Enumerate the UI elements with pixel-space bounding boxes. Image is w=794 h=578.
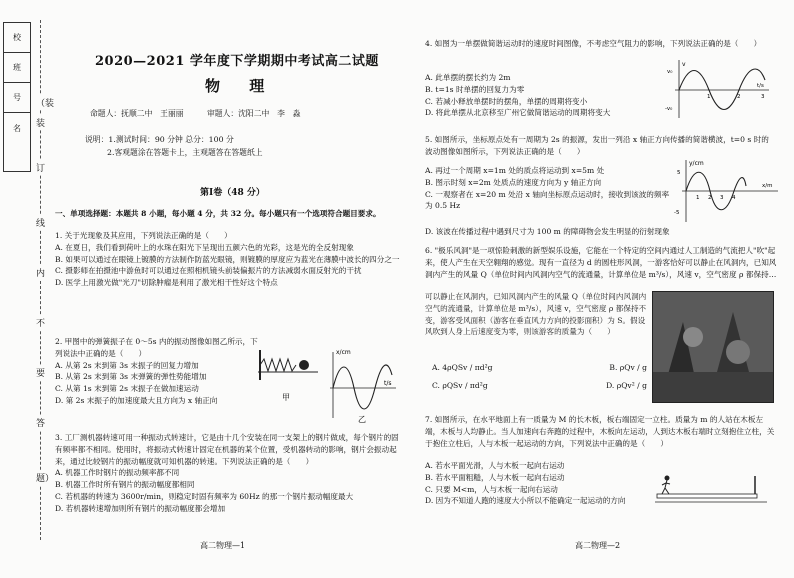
authors-line: 命题人：抚顺二中 王丽丽 审题人：沈阳二中 李 淼: [90, 109, 301, 118]
question-1: [55, 230, 400, 289]
q2-wave: [333, 365, 392, 409]
q1-stem: 1. 关于光现象及其应用，下列说法正确的是（ ）: [55, 231, 232, 240]
subject-title: 物 理: [205, 77, 277, 95]
q5-option-a: A. 再过一个周期 x=1m 处的质点将运动到 x=5m 处: [425, 166, 605, 175]
q4-v0: v₀: [667, 69, 673, 75]
q2-option-d: D. 第 2s 末振子的加速度最大且方向为 x 轴正向: [55, 395, 218, 405]
q4-figure: [665, 58, 775, 120]
seal-char: 题）: [36, 470, 54, 485]
question-7-stem: 7. 如图所示，在水平地面上有一质量为 M 的长木板，板右端固定一立柱。质量为 m 的人站在木板左端，木板与人均静止。当人加速向右奔跑的过程中，木板向左运动，人到达木板右端时立刻抱住立柱，关于抱住立柱后，人与木板一起运动的方向，下列说法中正确的是（ ）: [425, 415, 775, 448]
q4-tick-1: 1: [707, 94, 711, 100]
seal-char: 线: [36, 215, 45, 230]
note-2: 2.客观题涂在答题卡上，主观题答在答题纸上: [107, 148, 263, 158]
q7-option-a: A. 若水平面光滑，人与木板一起向右运动: [425, 461, 565, 470]
part-heading: 第Ⅰ卷（48 分）: [200, 188, 265, 198]
q2-option-a: A. 从第 2s 末到第 3s 末振子的回复力增加: [55, 360, 199, 370]
q4-option-a: A. 此单摆的摆长约为 2m: [425, 73, 511, 82]
q5-x-1: 1: [696, 195, 700, 201]
exam-notes: [85, 133, 385, 160]
q3-option-c: C. 若机器的转速为 3600r/min，则稳定时固有频率为 60Hz 的那一个钢片振动幅度最大: [55, 491, 354, 501]
q3-option-a: A. 机器工作时钢片的振动频率都不同: [55, 468, 180, 478]
q7-option-d: D. 因为不知道人跑的速度大小所以不能确定一起运动的方向: [425, 496, 626, 506]
q7-option-c: C. 只要 M<m，人与木板一起向右运动: [425, 484, 558, 494]
q6-option-d: D. ρQv² / g: [606, 380, 647, 390]
question-5-stem: 5. 如图所示，坐标原点处有一周期为 2s 的振源，发出一列沿 x 轴正方向传播的简谐横波，t=0 s 时的波动图像如图所示，下列说法正确的是（ ）: [425, 135, 769, 156]
q4-tick-3: 3: [761, 94, 765, 100]
q2-xlabel: t/s: [384, 380, 392, 387]
seal-char: 内: [36, 265, 45, 280]
q2-ylabel: x/cm: [336, 349, 351, 356]
q5-y-5: 5: [677, 170, 681, 176]
question-7-options: [425, 460, 655, 507]
q4-neg-v0: -v₀: [665, 106, 673, 112]
person-icon: [665, 476, 670, 481]
q2-stem: 2. 甲图中的弹簧振子在 0～5s 内的振动图像如图乙所示，下列说法中正确的是（ ）: [55, 337, 258, 358]
question-6-stem-top: 6. "极乐风洞"是一项惊险刺激的新型娱乐设施，它能在一个特定的空间内通过人工制造的气流把人"吹"起来，使人产生在天空翱翔的感觉。现有一直径为 d 的圆柱形风洞，一游客恰好可以静止在风洞内，已知风洞内产生的风量 Q（单位时间内风洞内空气的流通量，计算单位是 m³/s），风速 v，空气密度 ρ 都保持不: [425, 246, 777, 279]
q1-option-d: D. 医学上用激光做"光刀"切除肿瘤是利用了激光相干性好这个特点: [55, 278, 278, 288]
q7-figure: [655, 466, 770, 506]
q4-tick-2: 2: [737, 94, 741, 100]
question-6-options: [432, 362, 647, 392]
question-4-stem: 4. 如图为一单摆做简谐运动时的速度时间图像，不考虑空气阻力的影响，下列说法正确的是（ ）: [425, 39, 762, 48]
q6-option-a: A. 4ρQSv / πd²g: [432, 363, 493, 372]
spring-icon: [260, 359, 296, 371]
strip-class: 班: [4, 53, 30, 83]
exam-title: 2020—2021 学年度下学期期中考试高二试题: [95, 54, 379, 69]
q2-figure: [258, 340, 398, 425]
label-jia: 甲: [282, 393, 290, 402]
question-4-options: [425, 72, 665, 119]
wind-tunnel-photo: [652, 291, 774, 403]
q5-xlabel: x/m: [762, 183, 773, 189]
q6-option-b: B. ρQv / g: [609, 363, 647, 372]
question-6-stem-bottom: 可以静止在风洞内，已知风洞内产生的风量 Q（单位时间内风洞内空气的流通量，计算单位是 m³/s），风速 v，空气密度 ρ 都保持不变，游客受风面积（游客在垂直风力方向的投影面积）为 S。假设风吹到人身上后速度变为零，则该游客的质量为（ ）: [425, 292, 647, 337]
strip-number: 号: [4, 83, 30, 113]
q3-stem: 3. 工厂测机器转速可用一种振动式转速计，它是由十几个安装在同一支架上的钢片做成，每个钢片的固有频率都不相同。使用时，将振动式转速计固定在机器的某个位置，受机器转动的影响，钢片会振动起来，通过比较钢片的振动幅度就可知机器的转速。下列说法正确的是（ ）: [55, 433, 399, 466]
q1-option-c: C. 摄影师在拍摄池中游鱼时可以通过在照相机镜头前装偏振片的方法减弱水面反射光的干扰: [55, 266, 362, 276]
footer-left: 高二物理—1: [200, 541, 246, 550]
q5-figure: [672, 156, 782, 226]
oscillator-ball: [299, 360, 309, 370]
seal-char: 要: [36, 365, 45, 380]
note-1: 说明：1.测试时间：90 分钟 总分：100 分: [85, 135, 234, 144]
label-yi: 乙: [358, 415, 366, 424]
seal-char: 订: [36, 160, 45, 175]
q2-option-b: B. 从第 2s 末到第 3s 末弹簧的弹性势能增加: [55, 372, 207, 382]
student-info-strip: [3, 22, 31, 172]
q5-ylabel: y/cm: [689, 160, 704, 167]
plank: [657, 494, 757, 498]
strip-school: 校: [4, 23, 30, 53]
q4-wave: [679, 69, 765, 109]
q3-option-b: B. 机器工作时所有钢片的振动幅度都相同: [55, 480, 195, 490]
q5-option-c: C. 一观察者在 x=20 m 处沿 x 轴向坐标原点运动时，接收到该波的频率为 0.5 Hz: [425, 189, 670, 211]
seal-char: 不: [36, 315, 45, 330]
q6-option-c: C. ρQSv / πd²g: [432, 380, 488, 390]
question-2: [55, 336, 260, 407]
q3-option-d: D. 若机器转速增加则所有钢片的振动幅度都会增加: [55, 503, 226, 513]
q7-option-b: B. 若水平面粗糙，人与木板一起向右运动: [425, 472, 565, 482]
question-5-options: [425, 165, 670, 212]
q5-y-neg5: -5: [674, 210, 680, 216]
question-5-option-d: D. 该波在传播过程中遇到尺寸为 100 m 的障碍物会发生明显的衍射现象: [425, 227, 670, 236]
footer-right: 高二物理—2: [575, 541, 621, 550]
seal-char: （装: [36, 95, 54, 110]
strip-name: 名: [13, 123, 21, 133]
q4-option-d: D. 将此单摆从北京移至广州它做简谐运动的周期将变大: [425, 108, 611, 118]
q5-x-4: 4: [732, 195, 736, 201]
section-1-heading: 一、单项选择题：本题共 8 小题，每小题 4 分，共 32 分。每小题只有一个选项符合题目要求。: [55, 209, 381, 218]
q4-option-c: C. 若减小释放单摆时的摆角，单摆的周期将变小: [425, 96, 588, 106]
q1-option-a: A. 在夏日，我们看到荷叶上的水珠在阳光下呈现出五颜六色的光彩，这是光的全反射现象: [55, 242, 354, 252]
q4-ylabel: v: [682, 61, 686, 68]
q1-option-b: B. 如果可以通过在眼镜上镀膜的方法制作防蓝光眼镜，则镀膜的厚度应为蓝光在薄膜中波长的四分之一: [55, 254, 400, 264]
q4-xlabel: t/s: [757, 83, 764, 89]
q5-x-3: 3: [720, 195, 724, 201]
question-3: [55, 432, 400, 514]
q2-option-c: C. 从第 1s 末到第 2s 末振子在做加速运动: [55, 384, 199, 394]
wind-tunnel-image: [653, 292, 773, 402]
seal-char: 答: [36, 415, 45, 430]
q5-x-2: 2: [708, 195, 712, 201]
q4-option-b: B. t=1s 时单摆的回复力为零: [425, 84, 525, 94]
q5-option-b: B. 图示时刻 x=2m 处质点的速度方向为 y 轴正方向: [425, 177, 602, 187]
seal-char: 装: [36, 115, 45, 130]
